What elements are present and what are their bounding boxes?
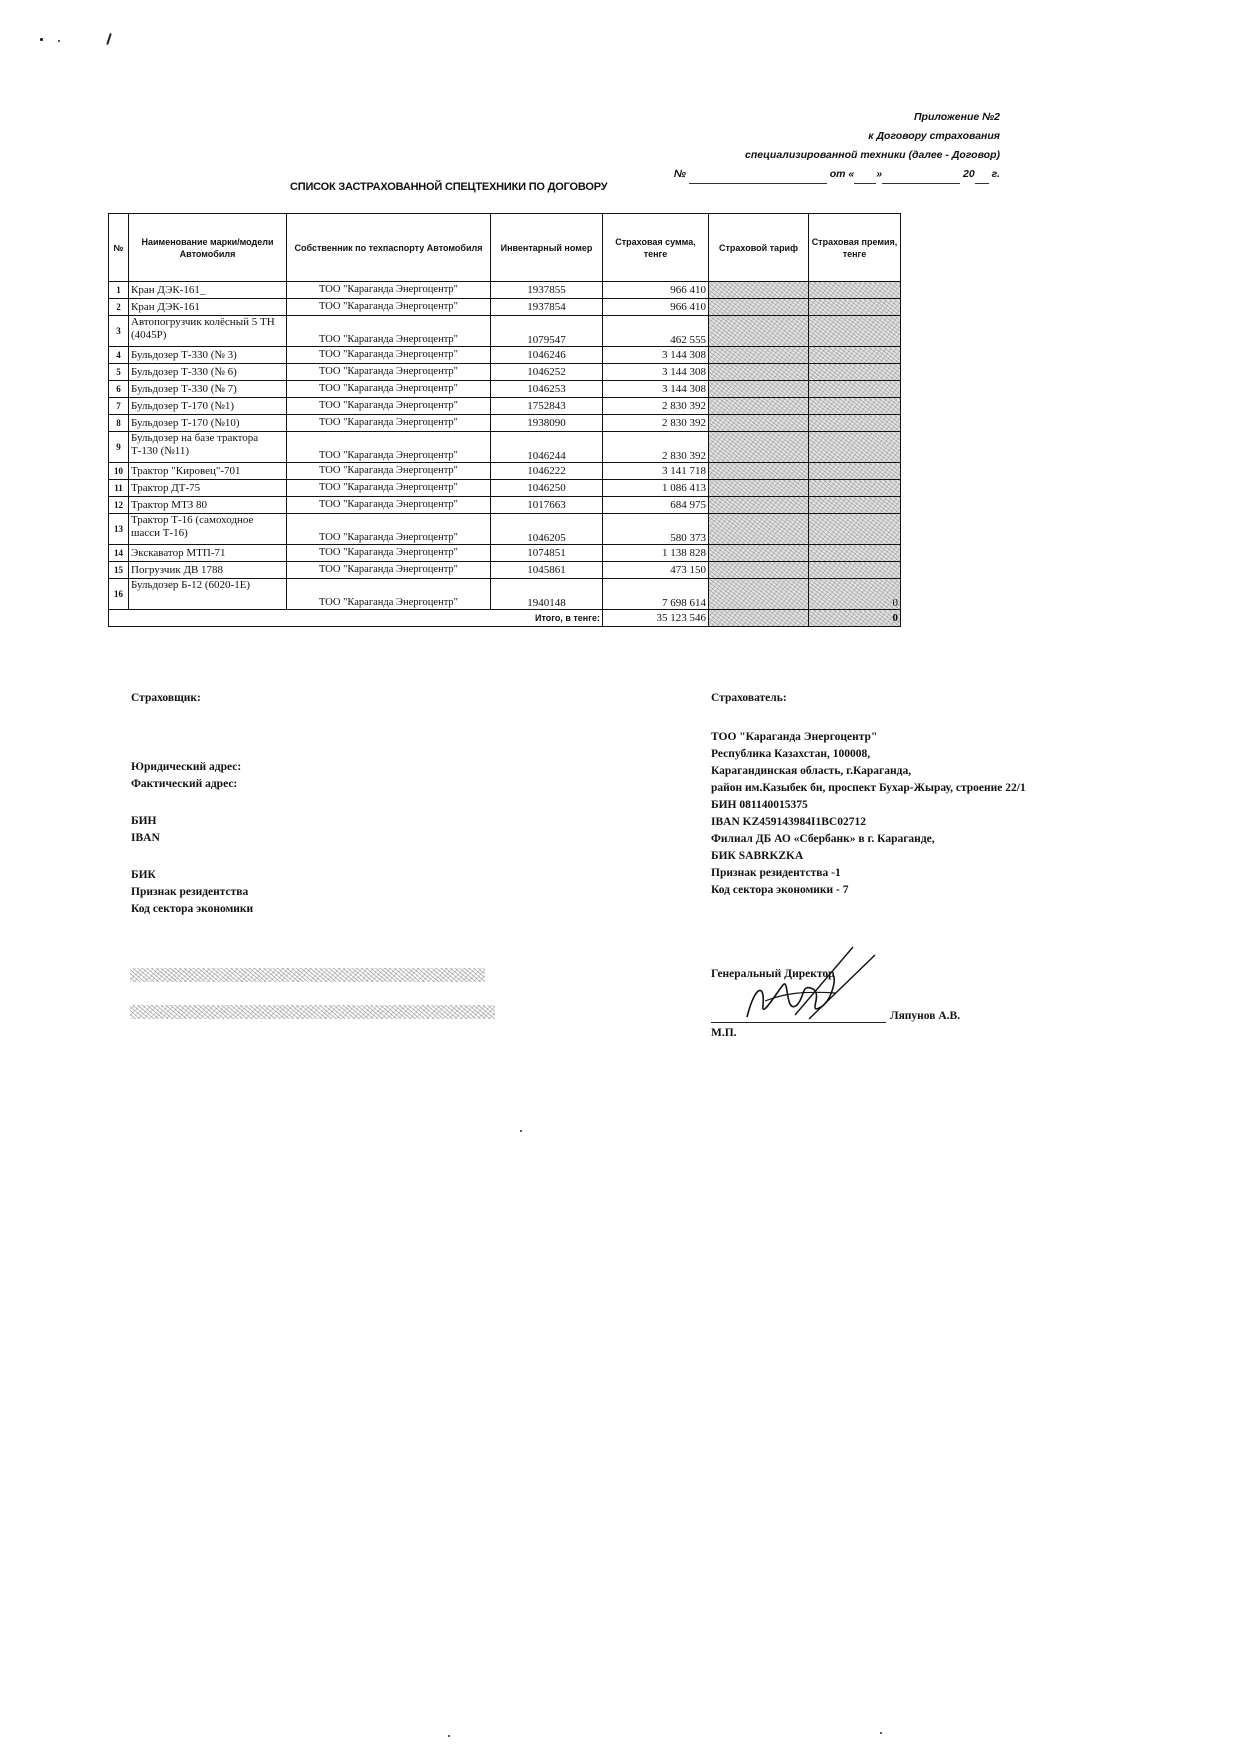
- handwritten-signature: [735, 945, 885, 1025]
- row-premium: [809, 364, 901, 381]
- insured-bin: БИН 081140015375: [711, 799, 808, 811]
- table-row: [109, 514, 901, 545]
- row-sum: 7 698 614: [603, 579, 709, 610]
- row-premium: [809, 398, 901, 415]
- row-premium: [809, 415, 901, 432]
- row-num: 6: [109, 381, 129, 398]
- table-row: [109, 463, 901, 480]
- row-vehicle-name: Бульдозер Т-170 (№10): [129, 415, 287, 432]
- date-from: от «: [829, 168, 855, 180]
- row-inventory: 1940148: [491, 579, 603, 610]
- table-row: [109, 299, 901, 316]
- signatory-name: Ляпунов А.В.: [890, 1010, 961, 1022]
- scan-speck: [58, 40, 60, 42]
- row-tariff-redacted: [709, 562, 809, 579]
- insurer-actual-address: Фактический адрес:: [131, 778, 238, 790]
- row-inventory: 1046222: [491, 463, 603, 480]
- table-row: [109, 432, 901, 463]
- scan-speck: [880, 1732, 882, 1734]
- row-owner: ТОО "Караганда Энергоцентр": [287, 316, 491, 347]
- row-owner: ТОО "Караганда Энергоцентр": [287, 398, 491, 415]
- row-tariff-redacted: [709, 299, 809, 316]
- row-sum: 684 975: [603, 497, 709, 514]
- total-label: Итого, в тенге:: [491, 610, 603, 627]
- header-tariff: Страховой тариф: [709, 214, 809, 282]
- row-inventory: 1938090: [491, 415, 603, 432]
- row-sum: 2 830 392: [603, 398, 709, 415]
- row-premium: [809, 282, 901, 299]
- row-tariff-redacted: [709, 432, 809, 463]
- row-owner: ТОО "Караганда Энергоцентр": [287, 480, 491, 497]
- header-owner: Собственник по техпаспорту Автомобиля: [287, 214, 491, 282]
- row-sum: 3 141 718: [603, 463, 709, 480]
- appendix-line-2: к Договору страхования: [868, 130, 1000, 142]
- total-premium: 0: [809, 610, 901, 627]
- row-owner: ТОО "Караганда Энергоцентр": [287, 579, 491, 610]
- header-premium: Страховая премия, тенге: [809, 214, 901, 282]
- row-tariff-redacted: [709, 480, 809, 497]
- row-num: 9: [109, 432, 129, 463]
- row-sum: 2 830 392: [603, 415, 709, 432]
- scan-speck: [106, 33, 112, 45]
- row-num: 5: [109, 364, 129, 381]
- table-row: [109, 579, 901, 610]
- insurer-bik: БИК: [131, 869, 156, 881]
- row-num: 15: [109, 562, 129, 579]
- table-row: [109, 381, 901, 398]
- table-row: [109, 497, 901, 514]
- insured-address-2: Карагандинская область, г.Караганда,: [711, 765, 912, 777]
- insured-title: Страхователь:: [711, 692, 787, 704]
- number-blank: [689, 171, 827, 184]
- table-row: [109, 562, 901, 579]
- row-tariff-redacted: [709, 514, 809, 545]
- row-tariff-redacted: [709, 415, 809, 432]
- contract-number-line: [674, 165, 1000, 184]
- redacted-insurer-signature-line-2: [130, 1005, 495, 1019]
- row-sum: 3 144 308: [603, 364, 709, 381]
- row-tariff-redacted: [709, 282, 809, 299]
- row-inventory: 1752843: [491, 398, 603, 415]
- table-row: [109, 398, 901, 415]
- row-vehicle-name: Трактор МТЗ 80: [129, 497, 287, 514]
- row-premium: [809, 480, 901, 497]
- row-owner: ТОО "Караганда Энергоцентр": [287, 381, 491, 398]
- header-inventory: Инвентарный номер: [491, 214, 603, 282]
- row-premium: 0: [809, 579, 901, 610]
- row-inventory: 1937854: [491, 299, 603, 316]
- row-premium: [809, 562, 901, 579]
- appendix-line-3: специализированной техники (далее - Договор): [745, 149, 1000, 161]
- row-inventory: 1937855: [491, 282, 603, 299]
- row-inventory: 1046253: [491, 381, 603, 398]
- row-owner: ТОО "Караганда Энергоцентр": [287, 347, 491, 364]
- row-owner: ТОО "Караганда Энергоцентр": [287, 463, 491, 480]
- row-vehicle-name: Бульдозер Т-330 (№ 7): [129, 381, 287, 398]
- total-sum: 35 123 546: [603, 610, 709, 627]
- table-row: [109, 316, 901, 347]
- insurer-iban: IBAN: [131, 832, 160, 844]
- row-num: 2: [109, 299, 129, 316]
- row-inventory: 1017663: [491, 497, 603, 514]
- row-num: 11: [109, 480, 129, 497]
- row-owner: ТОО "Караганда Энергоцентр": [287, 299, 491, 316]
- row-premium: [809, 545, 901, 562]
- date-sep: »: [876, 168, 883, 180]
- row-vehicle-name: Автопогрузчик колёсный 5 ТН (4045Р): [129, 316, 287, 347]
- insurer-residency: Признак резидентства: [131, 886, 249, 898]
- day-blank: [854, 171, 876, 184]
- header-sum: Страховая сумма, тенге: [603, 214, 709, 282]
- row-num: 14: [109, 545, 129, 562]
- row-vehicle-name: Бульдозер Т-330 (№ 6): [129, 364, 287, 381]
- month-blank: [882, 171, 960, 184]
- vehicles-table: [108, 213, 901, 627]
- scan-speck: [520, 1130, 522, 1132]
- row-num: 1: [109, 282, 129, 299]
- row-owner: ТОО "Караганда Энергоцентр": [287, 514, 491, 545]
- insurer-title: Страховщик:: [131, 692, 201, 704]
- row-vehicle-name: Трактор Т-16 (самоходное шасси Т-16): [129, 514, 287, 545]
- row-tariff-redacted: [709, 381, 809, 398]
- row-vehicle-name: Бульдозер Т-330 (№ 3): [129, 347, 287, 364]
- row-sum: 473 150: [603, 562, 709, 579]
- row-vehicle-name: Экскаватор МТП-71: [129, 545, 287, 562]
- table-header-row: [109, 214, 901, 282]
- row-num: 13: [109, 514, 129, 545]
- row-owner: ТОО "Караганда Энергоцентр": [287, 497, 491, 514]
- row-num: 3: [109, 316, 129, 347]
- table-row: [109, 480, 901, 497]
- insurer-sector: Код сектора экономики: [131, 903, 254, 915]
- row-vehicle-name: Бульдозер на базе трактора Т-130 (№11): [129, 432, 287, 463]
- row-tariff-redacted: [709, 545, 809, 562]
- row-vehicle-name: Трактор ДТ-75: [129, 480, 287, 497]
- row-sum: 1 138 828: [603, 545, 709, 562]
- total-blank: [109, 610, 491, 627]
- row-premium: [809, 497, 901, 514]
- row-premium: [809, 514, 901, 545]
- row-owner: ТОО "Караганда Энергоцентр": [287, 415, 491, 432]
- row-inventory: 1045861: [491, 562, 603, 579]
- row-inventory: 1079547: [491, 316, 603, 347]
- row-num: 8: [109, 415, 129, 432]
- row-inventory: 1046244: [491, 432, 603, 463]
- row-num: 7: [109, 398, 129, 415]
- row-vehicle-name: Кран ДЭК-161_: [129, 282, 287, 299]
- insurer-block: [131, 690, 253, 918]
- row-sum: 462 555: [603, 316, 709, 347]
- row-premium: [809, 432, 901, 463]
- table-row: [109, 415, 901, 432]
- row-vehicle-name: Трактор "Кировец"-701: [129, 463, 287, 480]
- row-inventory: 1046252: [491, 364, 603, 381]
- table-row: [109, 364, 901, 381]
- row-premium: [809, 463, 901, 480]
- insurer-legal-address: Юридический адрес:: [131, 761, 242, 773]
- table-body: [109, 282, 901, 610]
- table-row: [109, 282, 901, 299]
- row-tariff-redacted: [709, 579, 809, 610]
- row-num: 10: [109, 463, 129, 480]
- row-sum: 966 410: [603, 299, 709, 316]
- header-num: №: [109, 214, 129, 282]
- scan-speck: [40, 38, 43, 41]
- number-prefix: №: [673, 168, 686, 180]
- insured-residency: Признак резидентства -1: [711, 867, 841, 879]
- row-inventory: 1046205: [491, 514, 603, 545]
- row-sum: 1 086 413: [603, 480, 709, 497]
- table-row: [109, 347, 901, 364]
- stamp-label: М.П.: [711, 1027, 737, 1039]
- row-vehicle-name: Бульдозер Б-12 (6020-1Е): [129, 579, 287, 610]
- total-row: [109, 610, 901, 627]
- insured-name: ТОО "Караганда Энергоцентр": [711, 731, 878, 743]
- row-vehicle-name: Погрузчик ДВ 1788: [129, 562, 287, 579]
- row-sum: 580 373: [603, 514, 709, 545]
- row-sum: 2 830 392: [603, 432, 709, 463]
- insured-address-1: Республика Казахстан, 100008,: [711, 748, 871, 760]
- row-premium: [809, 381, 901, 398]
- row-vehicle-name: Кран ДЭК-161: [129, 299, 287, 316]
- scan-speck: [448, 1735, 450, 1737]
- row-owner: ТОО "Караганда Энергоцентр": [287, 562, 491, 579]
- row-inventory: 1046250: [491, 480, 603, 497]
- row-vehicle-name: Бульдозер Т-170 (№1): [129, 398, 287, 415]
- row-tariff-redacted: [709, 316, 809, 347]
- year-blank: [975, 171, 989, 184]
- appendix-header: [674, 108, 1000, 184]
- insured-bik: БИК SABRKZKA: [711, 850, 804, 862]
- total-tariff-redacted: [709, 610, 809, 627]
- insured-iban: IBAN KZ459143984I1BC02712: [711, 816, 866, 828]
- row-premium: [809, 299, 901, 316]
- row-tariff-redacted: [709, 398, 809, 415]
- year-suffix: г.: [991, 168, 1000, 180]
- insured-bank: Филиал ДБ АО «Сбербанк» в г. Караганде,: [711, 833, 935, 845]
- row-num: 12: [109, 497, 129, 514]
- row-inventory: 1046246: [491, 347, 603, 364]
- row-owner: ТОО "Караганда Энергоцентр": [287, 432, 491, 463]
- insurer-bin: БИН: [131, 815, 157, 827]
- row-owner: ТОО "Караганда Энергоцентр": [287, 364, 491, 381]
- insured-sector: Код сектора экономики - 7: [711, 884, 849, 896]
- insured-address-3: район им.Казыбек би, проспект Бухар-Жырау, строение 22/1: [711, 782, 1026, 794]
- table-row: [109, 545, 901, 562]
- appendix-line-1: Приложение №2: [913, 111, 1000, 123]
- row-tariff-redacted: [709, 364, 809, 381]
- year-prefix: 20: [963, 168, 975, 180]
- row-tariff-redacted: [709, 347, 809, 364]
- row-sum: 3 144 308: [603, 381, 709, 398]
- row-inventory: 1074851: [491, 545, 603, 562]
- row-owner: ТОО "Караганда Энергоцентр": [287, 545, 491, 562]
- row-premium: [809, 347, 901, 364]
- row-premium: [809, 316, 901, 347]
- row-tariff-redacted: [709, 497, 809, 514]
- row-num: 4: [109, 347, 129, 364]
- row-owner: ТОО "Караганда Энергоцентр": [287, 282, 491, 299]
- row-tariff-redacted: [709, 463, 809, 480]
- signature-position: Генеральный Директор: [711, 968, 835, 980]
- header-name: Наименование марки/модели Автомобиля: [129, 214, 287, 282]
- redacted-insurer-signature-line-1: [130, 968, 485, 982]
- row-sum: 966 410: [603, 282, 709, 299]
- row-num: 16: [109, 579, 129, 610]
- row-sum: 3 144 308: [603, 347, 709, 364]
- list-title: СПИСОК ЗАСТРАХОВАННОЙ СПЕЦТЕХНИКИ ПО ДОГОВОРУ: [290, 181, 608, 193]
- signature-line: [711, 1022, 886, 1023]
- insured-block: [711, 690, 1026, 899]
